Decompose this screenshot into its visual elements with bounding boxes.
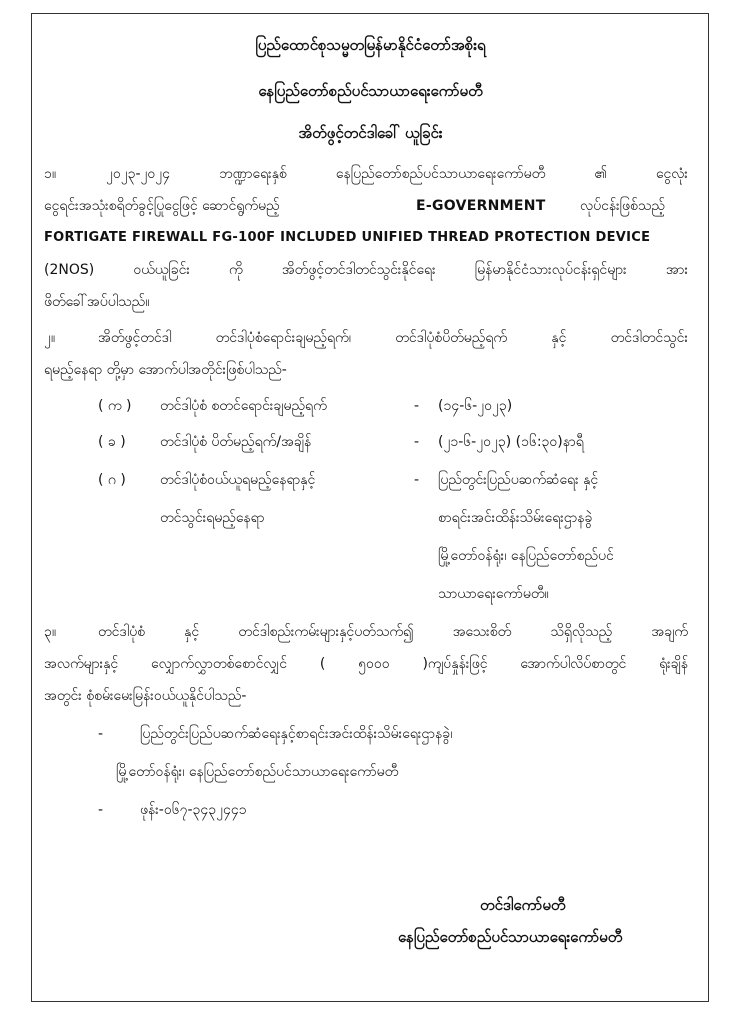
para2-line1: အိတ်ဖွင့်တင်ဒါ တင်ဒါပုံစံရောင်းချမည့်ရက်၊ တင်ဒါပုံစံပိတ်မည့်ရက် နှင့် တင်ဒါတင်သွင်း	[98, 330, 688, 346]
para1-line2b: E-GOVERNMENT	[416, 198, 546, 214]
item-a-desc: တင်ဒါပုံစံ စတင်ရောင်းချမည့်ရက်	[160, 398, 327, 414]
contact-department: ပြည်တွင်းပြည်ပဆက်ဆံရေးနှင့်စာရင်းအင်းထိန်းသိမ်းရေးဌာနခွဲ၊	[140, 726, 453, 742]
para2-line2: ရမည့်နေရာ တို့မှာ အောက်ပါအတိုင်းဖြစ်ပါသည်-	[44, 362, 287, 378]
para1-line2a: ငွေရင်းအသုံးစရိတ်ခွင့်ပြုငွေဖြင့် ဆောင်ရွက်မည့်	[44, 198, 280, 214]
item-a-value: (၁၄-၆-၂၀၂၃)	[438, 398, 513, 414]
item-c-value3: မြို့တော်ဝန်ရုံး၊ နေပြည်တော်စည်ပင်	[438, 548, 614, 564]
item-c-desc: တင်ဒါပုံစံဝယ်ယူရမည့်နေရာနှင့်	[160, 472, 316, 488]
para1-line5: ဖိတ်ခေါ်အပ်ပါသည်။	[44, 294, 150, 310]
item-b-value: (၂၁-၆-၂၀၂၃) (၁၆:၃၀)နာရီ	[438, 434, 584, 450]
para1-line2c: လုပ်ငန်းဖြစ်သည့်	[580, 198, 665, 214]
item-a-label: ( က )	[98, 398, 132, 414]
item-c-value2: စာရင်းအင်းထိန်းသိမ်းရေးဌာနခွဲ	[438, 510, 593, 526]
para1-line4: (2NOS) ဝယ်ယူခြင်း ကို အိတ်ဖွင့်တင်ဒါတင်သွင်းနိုင်ရေး မြန်မာနိုင်ငံသားလုပ်ငန်းရှင်များ အား	[44, 262, 688, 278]
item-b-dash: -	[414, 434, 420, 450]
item-c-value1: ပြည်တွင်းပြည်ပဆက်ဆံရေး နှင့်	[438, 472, 599, 488]
item-c-label: ( ဂ )	[98, 472, 126, 488]
item-c-value4: သာယာရေးကော်မတီ။	[438, 586, 549, 602]
contact-office: မြို့တော်ဝန်ရုံး၊ နေပြည်တော်စည်ပင်သာယာရေးကော်မတီ	[116, 764, 399, 780]
para1-line1: ၂၀၂၃-၂၀၂၄ ဘဏ္ဍာရေးနှစ် နေပြည်တော်စည်ပင်သာယာရေးကော်မတီ ၏ ငွေလုံး	[106, 166, 688, 182]
para3-line1: တင်ဒါပုံစံ နှင့် တင်ဒါစည်းကမ်းများနှင့်ပတ်သက်၍ အသေးစိတ် သိရှိလိုသည့် အချက်	[98, 624, 688, 640]
item-c-dash: -	[414, 472, 420, 488]
para2-number: ၂။	[44, 330, 56, 346]
para1-number: ၁။	[44, 166, 57, 182]
header-title: အိတ်ဖွင့်တင်ဒါခေါ် ယူခြင်း	[298, 124, 443, 142]
contact-dash-2: -	[98, 802, 104, 818]
para3-number: ၃။	[44, 624, 57, 640]
para1-line3: FORTIGATE FIREWALL FG-100F INCLUDED UNIFIED THREAD PROTECTION DEVICE	[44, 230, 651, 245]
signature-committee: တင်ဒါကော်မတီ	[480, 896, 566, 914]
item-a-dash: -	[414, 398, 420, 414]
contact-phone: ဖုန်း-၀၆၇-၃၄၃၂၄၄၁	[140, 802, 247, 818]
header-government: ပြည်ထောင်စုသမ္မတမြန်မာနိုင်ငံတော်အစိုးရ	[255, 36, 486, 54]
item-c-desc2: တင်သွင်းရမည့်နေရာ	[160, 510, 265, 526]
signature-organization: နေပြည်တော်စည်ပင်သာယာရေးကော်မတီ	[398, 928, 623, 946]
para3-line3: အတွင်း စုံစမ်းမေးမြန်းဝယ်ယူနိုင်ပါသည်-	[44, 688, 247, 704]
header-committee: နေပြည်တော်စည်ပင်သာယာရေးကော်မတီ	[258, 82, 483, 100]
item-b-label: ( ခ )	[98, 434, 126, 450]
para3-line2: အလက်များနှင့် လျှောက်လွှာတစ်စောင်လျှင် ( ၅၀၀၀ )ကျပ်နှုန်းဖြင့် အောက်ပါလိပ်စာတွင် ရုံးချိန်	[44, 656, 688, 672]
contact-dash-1: -	[98, 726, 104, 742]
item-b-desc: တင်ဒါပုံစံ ပိတ်မည့်ရက်/အချိန်	[160, 434, 312, 450]
